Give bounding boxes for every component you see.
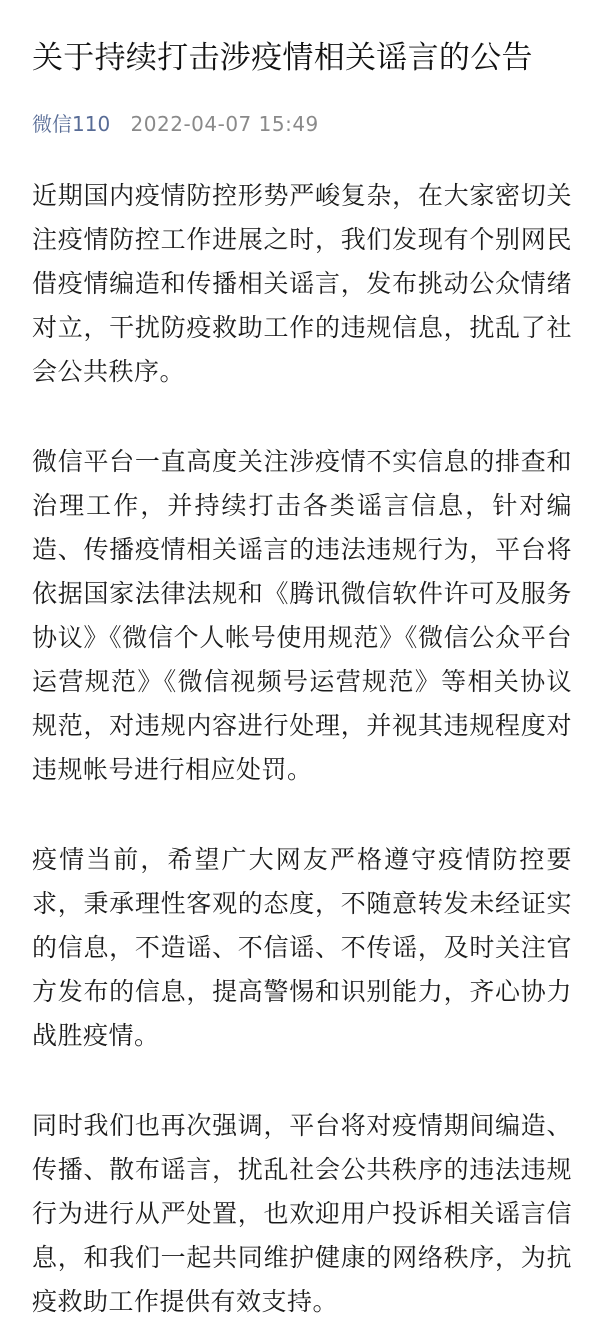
paragraph: 疫情当前，希望广大网友严格遵守疫情防控要求，秉承理性客观的态度，不随意转发未经证实的信息，不造谣、不信谣、不传谣，及时关注官方发布的信息，提高警惕和识别能力，齐心协力战胜疫情。 — [32, 845, 572, 1050]
paragraph: 近期国内疫情防控形势严峻复杂，在大家密切关注疫情防控工作进展之时，我们发现有个别网民借疫情编造和传播相关谣言，发布挑动公众情绪对立，干扰防疫救助工作的违规信息，扰乱了社会公共秩序。 — [32, 181, 572, 386]
article-body — [32, 174, 572, 1324]
article-title: 关于持续打击涉疫情相关谣言的公告 — [32, 40, 533, 76]
publish-time: 2022-04-07 15:49 — [130, 112, 319, 136]
paragraph: 同时我们也再次强调，平台将对疫情期间编造、传播、散布谣言，扰乱社会公共秩序的违法违规行为进行从严处置，也欢迎用户投诉相关谣言信息，和我们一起共同维护健康的网络秩序，为抗疫救助工作提供有效支持。 — [32, 1111, 572, 1316]
account-name-link[interactable]: 微信110 — [32, 112, 111, 136]
article-meta — [32, 110, 572, 138]
paragraph: 微信平台一直高度关注涉疫情不实信息的排查和治理工作，并持续打击各类谣言信息，针对编造、传播疫情相关谣言的违法违规行为，平台将依据国家法律法规和《腾讯微信软件许可及服务协议》《微信个人帐号使用规范》《微信公众平台运营规范》《微信视频号运营规范》等相关协议规范，对违规内容进行处理，并视其违规程度对违规帐号进行相应处罚。 — [32, 447, 572, 784]
